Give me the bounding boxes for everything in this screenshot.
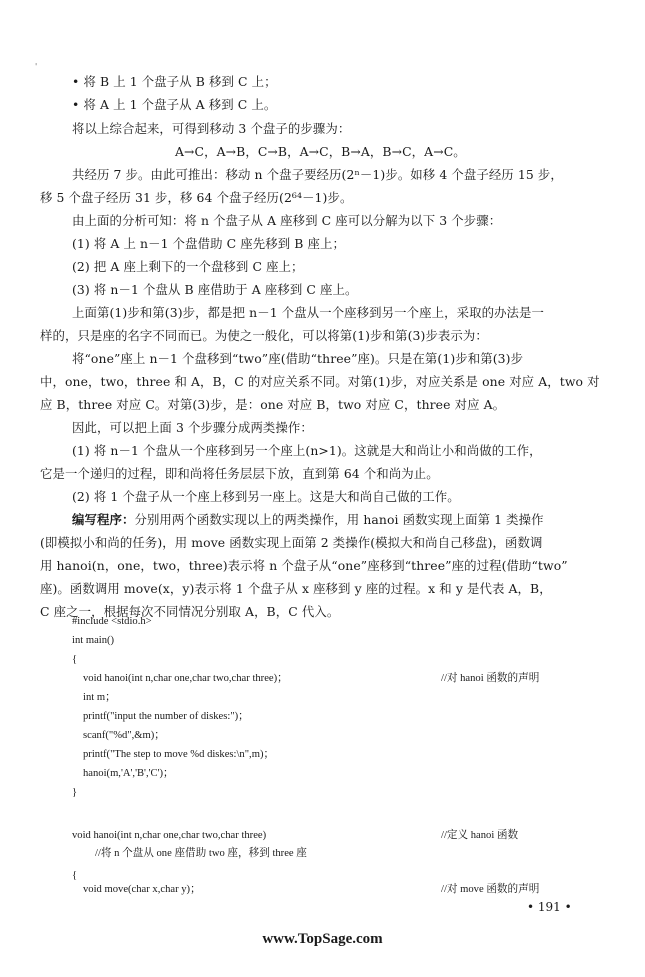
operation-line-1: (1) 将 n－1 个盘从一个座移到另一个座上(n>1)。这就是大和尚让小和尚做的工作， xyxy=(72,443,542,458)
paragraph-line: 中，one，two，three 和 A，B，C 的对应关系不同。对第(1)步，对应关系是 one 对应 A，two 对 xyxy=(40,374,600,389)
corner-mark: ' xyxy=(35,62,38,71)
code-line: #include <stdio.h> xyxy=(72,616,152,627)
code-line: hanoi(m,'A','B','C')； xyxy=(83,768,174,779)
paragraph-line: 由上面的分析可知：将 n 个盘子从 A 座移到 C 座可以分解为以下 3 个步骤： xyxy=(72,213,502,228)
code-comment: //定义 hanoi 函数 xyxy=(441,830,519,841)
code-line: void hanoi(int n,char one,char two,char three) xyxy=(72,830,267,841)
code-line: printf("input the number of diskes:")； xyxy=(83,711,249,722)
step-line-2: (2) 把 A 座上剩下的一个盘移到 C 座上； xyxy=(72,259,304,274)
paragraph-line: 它是一个递归的过程，即和尚将任务层层下放，直到第 64 个和尚为止。 xyxy=(40,466,439,481)
program-intro-text: 分别用两个函数实现以上的两类操作，用 hanoi 函数实现上面第 1 类操作 xyxy=(134,512,544,527)
paragraph-line: 应 B，three 对应 C。对第(3)步，是：one 对应 B，two 对应 C，three 对应 A。 xyxy=(40,397,506,412)
code-line: void hanoi(int n,char one,char two,char three)； xyxy=(83,673,288,684)
paragraph-line: 将以上综合起来，可得到移动 3 个盘子的步骤为： xyxy=(72,121,351,136)
code-line: } xyxy=(72,787,78,798)
code-comment: //对 move 函数的声明 xyxy=(441,884,540,895)
move-sequence: A→C，A→B，C→B，A→C，B→A，B→C，A→C。 xyxy=(175,144,466,159)
paragraph-line: 样的，只是座的名字不同而已。为使之一般化，可以将第(1)步和第(3)步表示为： xyxy=(40,328,488,343)
paragraph-line: C 座之一，根据每次不同情况分别取 A，B，C 代入。 xyxy=(40,604,340,619)
paragraph-line: 将“one”座上 n－1 个盘移到“two”座(借助“three”座)。只是在第(1)步和第(3)步 xyxy=(72,351,524,366)
code-line: scanf("%d",&m)； xyxy=(83,730,165,741)
code-line: printf("The step to move %d diskes:\n",m)； xyxy=(83,749,275,760)
paragraph-line: (即模拟小和尚的任务)，用 move 函数实现上面第 2 类操作(模拟大和尚自己移盘)，函数调 xyxy=(40,535,543,550)
step-line-1: (1) 将 A 上 n－1 个盘借助 C 座先移到 B 座上； xyxy=(72,236,345,251)
bullet-line-1: • 将 B 上 1 个盘子从 B 移到 C 上； xyxy=(72,74,277,89)
program-intro-line xyxy=(72,512,544,528)
bold-label: 编写程序： xyxy=(72,512,135,527)
page-number: • 191 • xyxy=(527,900,572,914)
code-line: //将 n 个盘从 one 座借助 two 座，移到 three 座 xyxy=(95,848,307,859)
code-comment: //对 hanoi 函数的声明 xyxy=(441,673,540,684)
code-line: int main() xyxy=(72,635,115,646)
code-line: void move(char x,char y)； xyxy=(83,884,201,895)
paragraph-line: 上面第(1)步和第(3)步，都是把 n－1 个盘从一个座移到另一个座上，采取的办法是一 xyxy=(72,305,545,320)
operation-line-2: (2) 将 1 个盘子从一个座上移到另一座上。这是大和尚自己做的工作。 xyxy=(72,489,460,504)
code-line: { xyxy=(72,654,78,665)
paragraph-line: 用 hanoi(n，one，two，three)表示将 n 个盘子从“one”座移到“three”座的过程(借助“two” xyxy=(40,558,568,573)
step-line-3: (3) 将 n－1 个盘从 B 座借助于 A 座移到 C 座上。 xyxy=(72,282,358,297)
bullet-line-2: • 将 A 上 1 个盘子从 A 移到 C 上。 xyxy=(72,97,277,112)
code-line: { xyxy=(72,870,78,881)
paragraph-line: 共经历 7 步。由此可推出：移动 n 个盘子要经历(2ⁿ－1)步。如移 4 个盘子经历 15 步， xyxy=(72,167,563,182)
paragraph-line: 因此，可以把上面 3 个步骤分成两类操作： xyxy=(72,420,313,435)
footer-watermark-text: www.TopSage.com xyxy=(262,931,383,947)
paragraph-line: 座)。函数调用 move(x，y)表示将 1 个盘子从 x 座移到 y 座的过程。x 和 y 是代表 A，B， xyxy=(40,581,552,596)
paragraph-line: 移 5 个盘子经历 31 步，移 64 个盘子经历(2⁶⁴－1)步。 xyxy=(40,190,353,205)
code-line: int m； xyxy=(83,692,116,703)
